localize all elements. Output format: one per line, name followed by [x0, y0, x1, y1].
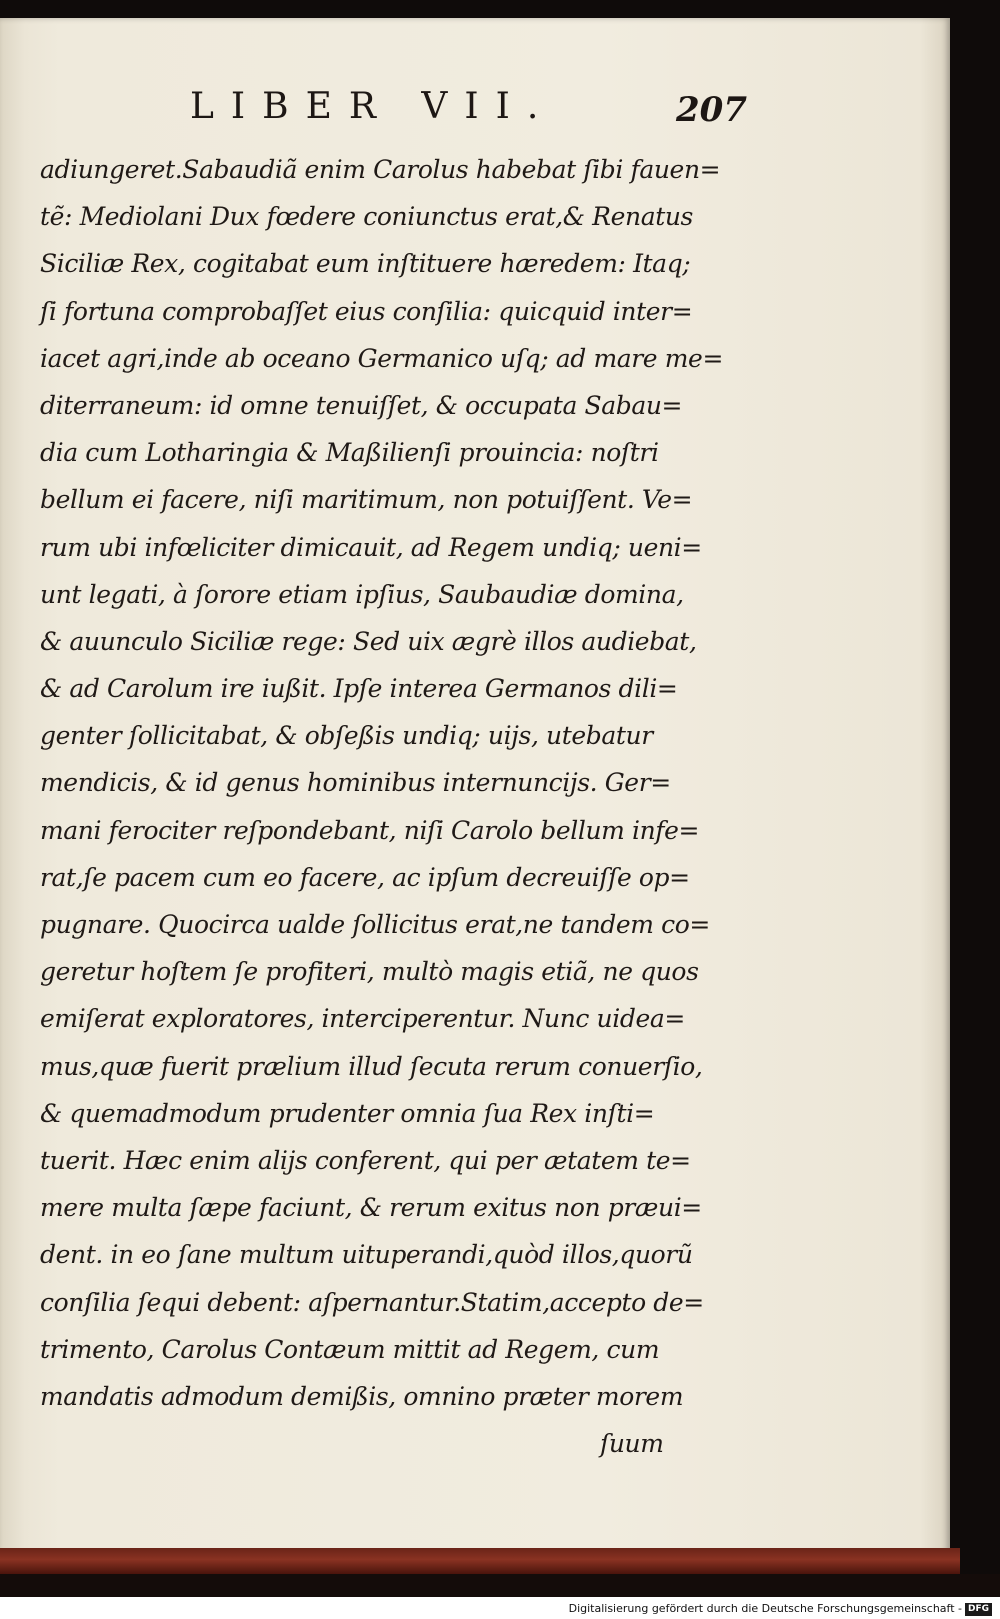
- text-line: & quemadmodum prudenter omnia ſua Rex inſti=: [40, 1098, 655, 1128]
- book-page: [0, 18, 950, 1573]
- text-line: ſi fortuna comprobaſſet eius conſilia: quicquid inter=: [40, 296, 693, 326]
- text-line: mus,quæ fuerit prælium illud ſecuta rerum conuerſio,: [40, 1051, 703, 1081]
- credit-text: Digitalisierung gefördert durch die Deutsche Forschungsgemeinschaft -: [568, 1602, 962, 1615]
- text-line: diterraneum: id omne tenuiſſet, & occupata Sabau=: [40, 390, 683, 420]
- text-line: rum ubi infœliciter dimicauit, ad Regem undiq; ueni=: [40, 532, 702, 562]
- text-line: genter ſollicitabat, & obſeßis undiq; uijs, utebatur: [40, 721, 653, 751]
- text-line: & ad Carolum ire iußit. Ipſe interea Germanos dili=: [40, 674, 678, 704]
- text-line: mandatis admodum demißis, omnino præter morem: [40, 1381, 684, 1411]
- running-head: [0, 76, 950, 136]
- digitization-credit: [569, 1598, 992, 1619]
- text-line: pugnare. Quocirca ualde ſollicitus erat,ne tandem co=: [40, 910, 710, 939]
- text-line: & auunculo Siciliæ rege: Sed uix ægrè illos audiebat,: [40, 626, 697, 656]
- red-page-edge: [0, 1548, 960, 1574]
- text-line: iacet agri,inde ab oceano Germanico uſq; ad mare me=: [40, 343, 723, 373]
- text-line: unt legati, à ſorore etiam ipſius, Saubaudiæ domina,: [40, 579, 684, 609]
- text-block: [40, 146, 723, 1467]
- text-line: mani ferociter reſpondebant, niſi Carolo bellum infe=: [40, 815, 700, 845]
- text-line: geretur hoſtem ſe profiteri, multò magis etiã, ne quos: [40, 957, 699, 987]
- text-line: adiungeret.Sabaudiã enim Carolus habebat ſibi fauen=: [40, 155, 721, 184]
- text-line: Siciliæ Rex, cogitabat eum inſtituere hæredem: Itaq;: [40, 249, 691, 279]
- text-line: mendicis, & id genus hominibus internuncijs. Ger=: [40, 768, 671, 798]
- text-line: tẽ: Mediolani Dux fœdere coniunctus erat,& Renatus: [40, 202, 693, 232]
- text-line: tuerit. Hæc enim alijs conferent, qui per ætatem te=: [40, 1145, 691, 1175]
- text-line: dia cum Lotharingia & Maßilienſi prouincia: noſtri: [40, 438, 659, 468]
- catchword: ſuum: [600, 1429, 664, 1459]
- page-number: 207: [676, 90, 747, 130]
- text-line: rat,ſe pacem cum eo facere, ac ipſum decreuiſſe op=: [40, 862, 690, 892]
- text-line: emiſerat exploratores, interciperentur. Nunc uidea=: [40, 1004, 685, 1034]
- running-title: LIBER VII.: [190, 86, 556, 127]
- text-line: dent. in eo ſane multum uituperandi,quòd illos,quorũ: [40, 1240, 693, 1270]
- catchword-line: [40, 1420, 720, 1467]
- text-line: trimento, Carolus Contæum mittit ad Regem, cum: [40, 1334, 660, 1364]
- dfg-logo: DFG: [965, 1603, 992, 1616]
- text-line: mere multa ſæpe faciunt, & rerum exitus non præui=: [40, 1193, 702, 1223]
- scan-bottom-edge: [0, 1574, 1000, 1597]
- text-line: bellum ei facere, niſi maritimum, non potuiſſent. Ve=: [40, 485, 693, 515]
- text-line: conſilia ſequi debent: aſpernantur.Statim,accepto de=: [40, 1287, 704, 1317]
